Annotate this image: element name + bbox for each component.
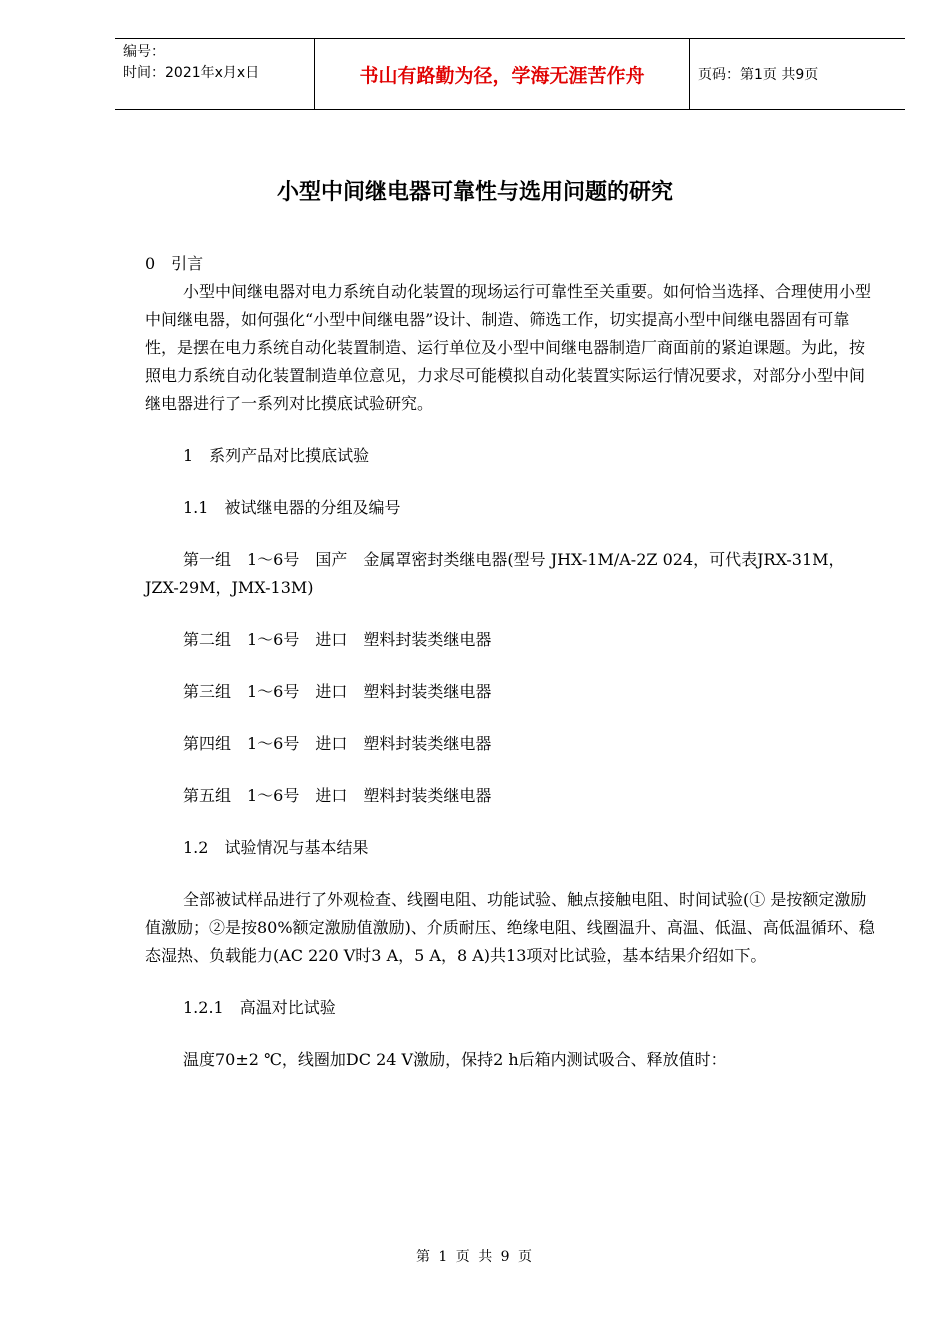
group-5: 第五组 1～6号 进口 塑料封装类继电器: [183, 786, 492, 805]
document-title: 小型中间继电器可靠性与选用问题的研究: [276, 180, 673, 205]
time-label: 时间：2021年x月x日: [123, 65, 260, 81]
section-1-2-heading: 1.2 试验情况与基本结果: [183, 838, 369, 857]
intro-heading: 0 引言: [145, 254, 204, 273]
section-1-2-paragraph: 全部被试样品进行了外观检查、线圈电阻、功能试验、触点接触电阻、时间试验(① 是按额定激励值激励；②是按80%额定激励值激励)、介质耐压、绝缘电阻、线圈温升、高温、低温、高低温循环、稳态湿热、负载能力(AC 220 V时3 A，5 A，8 A)共13项对比试验，基本结果介绍如下。: [145, 890, 875, 965]
number-label: 编号：: [123, 44, 165, 60]
group-3: 第三组 1～6号 进口 塑料封装类继电器: [183, 682, 492, 701]
header-page-label: 页码：第1页 共9页: [698, 67, 819, 83]
section-1-2-1-paragraph: 温度70±2 ℃，线圈加DC 24 V激励，保持2 h后箱内测试吸合、释放值时：: [183, 1050, 727, 1069]
section-1-1-heading: 1.1 被试继电器的分组及编号: [183, 498, 401, 517]
group-2: 第二组 1～6号 进口 塑料封装类继电器: [183, 630, 492, 649]
section-1-2-1-heading: 1.2.1 高温对比试验: [183, 998, 336, 1017]
header-motto: 书山有路勤为径，学海无涯苦作舟: [315, 39, 690, 109]
document-body: [145, 250, 875, 1074]
group-1: 第一组 1～6号 国产 金属罩密封类继电器(型号 JHX-1M/A-2Z 024，可代表JRX-31M，JZX-29M，JMX-13M): [145, 550, 845, 597]
page-footer: 第 1 页 共 9 页: [415, 1249, 535, 1265]
intro-paragraph: 小型中间继电器对电力系统自动化装置的现场运行可靠性至关重要。如何恰当选择、合理使用小型中间继电器，如何强化“小型中间继电器”设计、制造、筛选工作，切实提高小型中间继电器固有可靠性，是摆在电力系统自动化装置制造、运行单位及小型中间继电器制造厂商面前的紧迫课题。为此，按照电力系统自动化装置制造单位意见，力求尽可能模拟自动化装置实际运行情况要求，对部分小型中间继电器进行了一系列对比摸底试验研究。: [145, 282, 872, 413]
group-4: 第四组 1～6号 进口 塑料封装类继电器: [183, 734, 492, 753]
header-meta: [115, 39, 315, 109]
header-table: [115, 38, 905, 110]
section-1-heading: 1 系列产品对比摸底试验: [183, 446, 370, 465]
